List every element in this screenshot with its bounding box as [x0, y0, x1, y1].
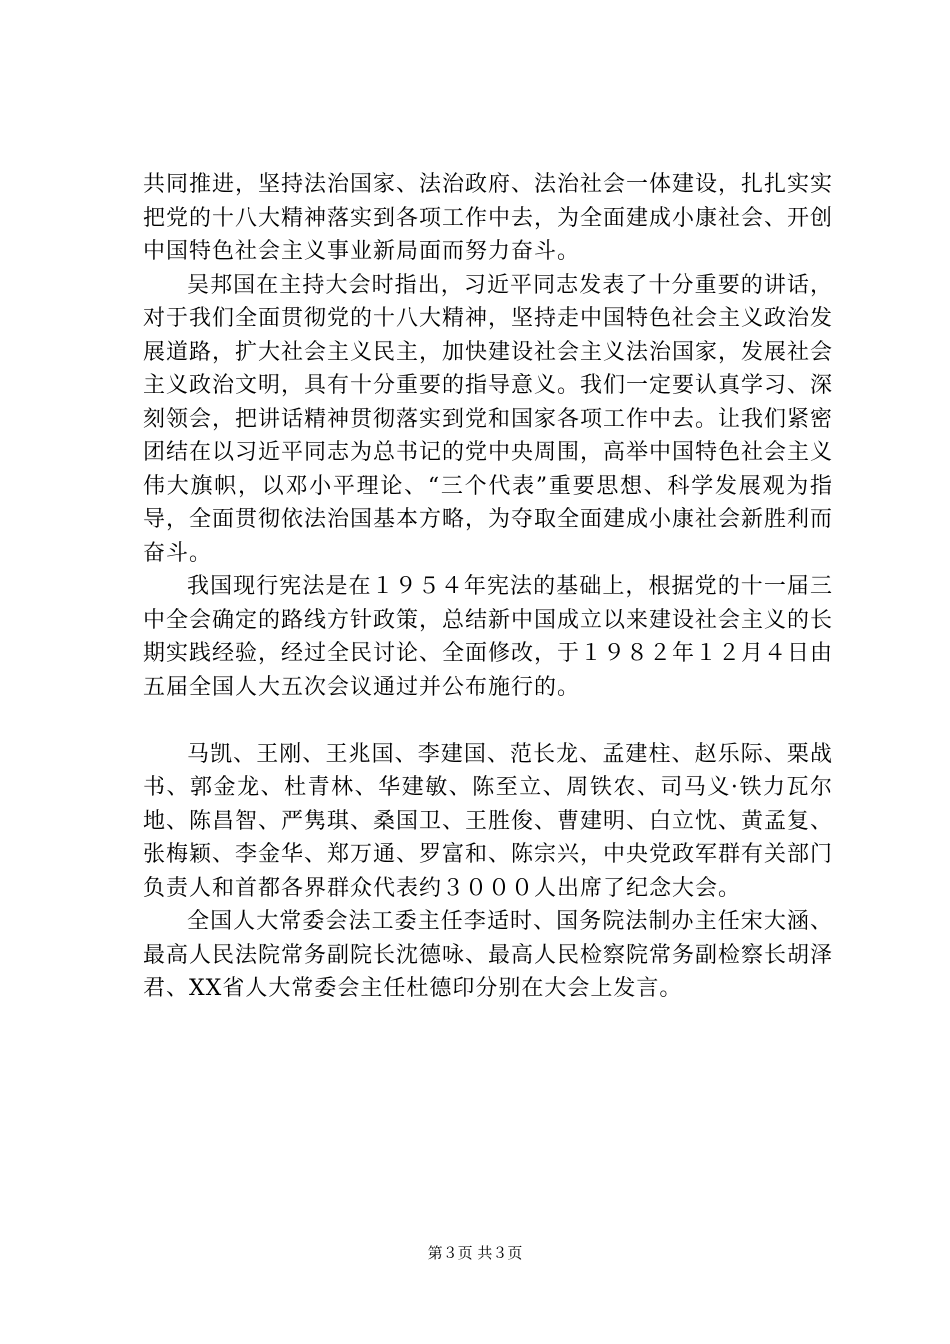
- paragraph-constitution-history: 我国现行宪法是在１９５４年宪法的基础上，根据党的十一届三中全会确定的路线方针政策，总结新中国成立以来建设社会主义的长期实践经验，经过全民讨论、全面修改，于１９８２年１２月４日由五届全国人大五次会议通过并公布施行的。: [143, 574, 834, 700]
- paragraph-attendees: 马凯、王刚、王兆国、李建国、范长龙、孟建柱、赵乐际、栗战书、郭金龙、杜青林、华建敏、陈至立、周铁农、司马义·铁力瓦尔地、陈昌智、严隽琪、桑国卫、王胜俊、曹建明、白立忱、黄孟复、张梅颖、李金华、郑万通、罗富和、陈宗兴，中央党政军群有关部门负责人和首都各界群众代表约３０００人出席了纪念大会。: [143, 741, 834, 901]
- page-footer: 第３页 共３页: [427, 1244, 523, 1262]
- paragraph-wu-bangguo-remarks: 吴邦国在主持大会时指出，习近平同志发表了十分重要的讲话，对于我们全面贯彻党的十八大精神，坚持走中国特色社会主义政治发展道路，扩大社会主义民主，加快建设社会主义法治国家，发展社会主义政治文明，具有十分重要的指导意义。我们一定要认真学习、深刻领会，把讲话精神贯彻落实到党和国家各项工作中去。让我们紧密团结在以习近平同志为总书记的党中央周围，高举中国特色社会主义伟大旗帜，以邓小平理论、“三个代表”重要思想、科学发展观为指导，全面贯彻依法治国基本方略，为夺取全面建成小康社会新胜利而奋斗。: [143, 272, 834, 566]
- document-body: [143, 168, 833, 1006]
- paragraph-speakers: 全国人大常委会法工委主任李适时、国务院法制办主任宋大涵、最高人民法院常务副院长沈德咏、最高人民检察院常务副检察长胡泽君、XX省人大常委会主任杜德印分别在大会上发言。: [143, 909, 834, 1001]
- paragraph-spacer: [143, 704, 833, 738]
- paragraph-continuation: 共同推进，坚持法治国家、法治政府、法治社会一体建设，扎扎实实把党的十八大精神落实到各项工作中去，为全面建成小康社会、开创中国特色社会主义事业新局面而努力奋斗。: [143, 172, 834, 264]
